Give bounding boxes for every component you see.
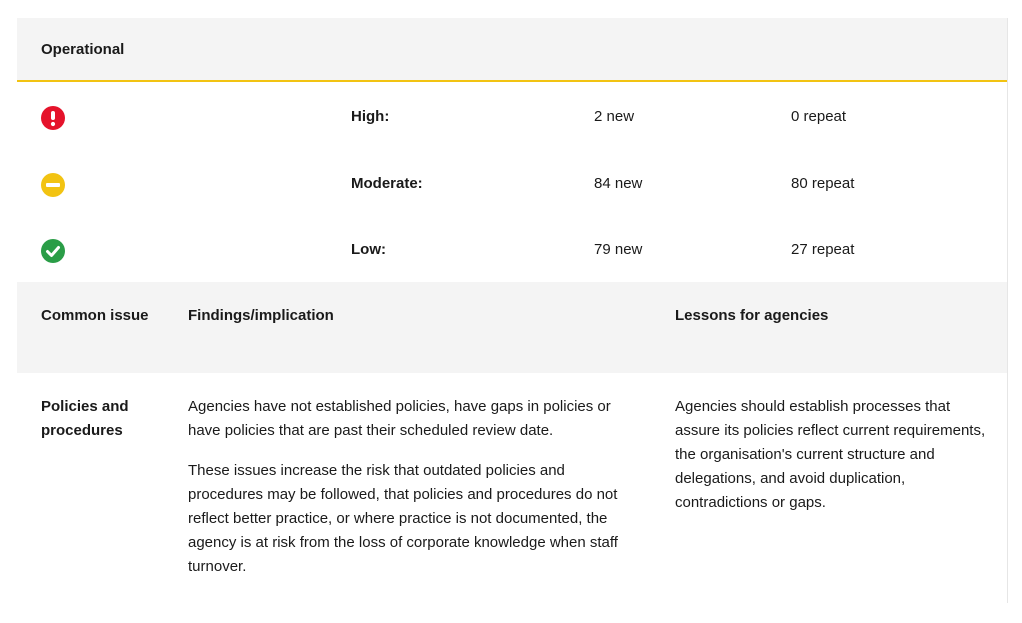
lessons-cell: Agencies should establish processes that assure its policies reflect current requirements, the organisation's current structure and delegations, and avoid duplication, contradictions or gaps. (675, 398, 986, 511)
minus-icon (41, 173, 65, 197)
findings-paragraph: Agencies have not established policies, have gaps in policies or have policies that are past their scheduled review date. (188, 398, 611, 439)
rating-new-count: 84 new (594, 174, 643, 192)
rating-repeat-count: 80 repeat (791, 174, 855, 192)
right-divider (1007, 18, 1008, 603)
issues-table-header (17, 282, 1007, 373)
rating-label: Moderate: (351, 174, 423, 192)
findings-paragraph: These issues increase the risk that outdated policies and procedures may be followed, that policies and procedures do not reflect better practice, or where practice is not documented, the agency is at risk from the loss of corporate knowledge when staff turnover. (188, 462, 618, 575)
rating-row-moderate (17, 151, 1007, 218)
rating-repeat-count: 27 repeat (791, 241, 855, 258)
rating-row-high (17, 84, 1007, 151)
operational-header (17, 18, 1007, 82)
rating-new-count: 2 new (594, 108, 635, 125)
ratings-list (17, 82, 1007, 282)
header-lessons: Lessons for agencies (675, 307, 829, 324)
header-common-issue: Common issue (41, 307, 149, 324)
rating-row-low (17, 217, 1007, 284)
exclamation-icon (41, 106, 65, 130)
operational-title: Operational (41, 40, 125, 58)
rating-label: High: (351, 108, 390, 125)
rating-new-count: 79 new (594, 241, 643, 258)
rating-repeat-count: 0 repeat (791, 108, 847, 125)
check-icon (41, 239, 65, 263)
rating-label: Low: (351, 241, 386, 258)
header-findings: Findings/implication (188, 307, 334, 324)
operational-summary (17, 18, 1007, 587)
table-row (17, 373, 1007, 587)
issue-name: Policies and procedures (41, 398, 129, 439)
findings-cell (188, 395, 638, 595)
